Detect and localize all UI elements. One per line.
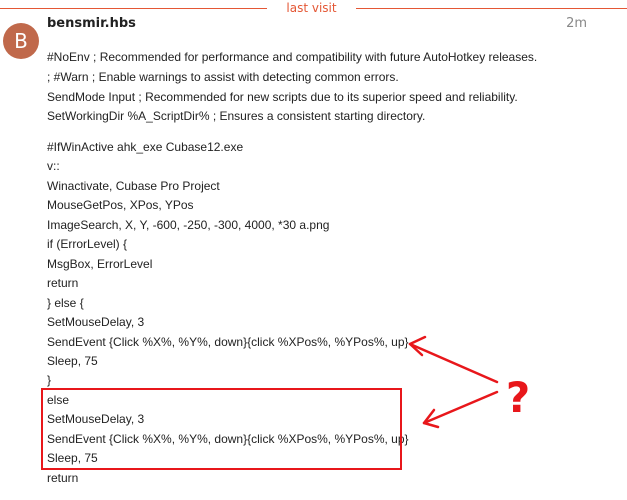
post-author[interactable]: bensmir.hbs — [47, 16, 136, 31]
post-line: v:: — [47, 159, 60, 173]
post-line: SetWorkingDir %A_ScriptDir% ; Ensures a consistent starting directory. — [47, 109, 426, 123]
post-line: SendMode Input ; Recommended for new scripts due to its superior speed and reliability. — [47, 90, 518, 104]
post-line: SendEvent {Click %X%, %Y%, down}{click %XPos%, %YPos%, up} — [47, 335, 409, 349]
post-line: Sleep, 75 — [47, 354, 98, 368]
post-line: MsgBox, ErrorLevel — [47, 257, 153, 271]
post-line: ; #Warn ; Enable warnings to assist with detecting common errors. — [47, 70, 399, 84]
post-line: ImageSearch, X, Y, -600, -250, -300, 4000, *30 a.png — [47, 218, 330, 232]
post-line: MouseGetPos, XPos, YPos — [47, 198, 194, 212]
post-line: Winactivate, Cubase Pro Project — [47, 179, 220, 193]
post-line: SetMouseDelay, 3 — [47, 315, 145, 329]
post-line: #IfWinActive ahk_exe Cubase12.exe — [47, 140, 244, 154]
post-line: Sleep, 75 — [47, 451, 98, 465]
post-line: #NoEnv ; Recommended for performance and compatibility with future AutoHotkey releases. — [47, 50, 538, 64]
post-line: } — [47, 373, 52, 387]
post-line: return — [47, 471, 79, 485]
arrow-lower — [424, 392, 497, 423]
post-line: SetMouseDelay, 3 — [47, 412, 145, 426]
post-line: SendEvent {Click %X%, %Y%, down}{click %XPos%, %YPos%, up} — [47, 432, 409, 446]
post-line: if (ErrorLevel) { — [47, 237, 128, 251]
post-time[interactable]: 2m — [566, 16, 587, 31]
arrow-upper — [410, 344, 497, 382]
avatar[interactable]: B — [3, 23, 39, 59]
last-visit-label: last visit — [267, 1, 356, 15]
post-line: return — [47, 276, 79, 290]
post-line: } else { — [47, 296, 84, 310]
post-line: else — [47, 393, 70, 407]
question-mark: ? — [505, 373, 531, 422]
